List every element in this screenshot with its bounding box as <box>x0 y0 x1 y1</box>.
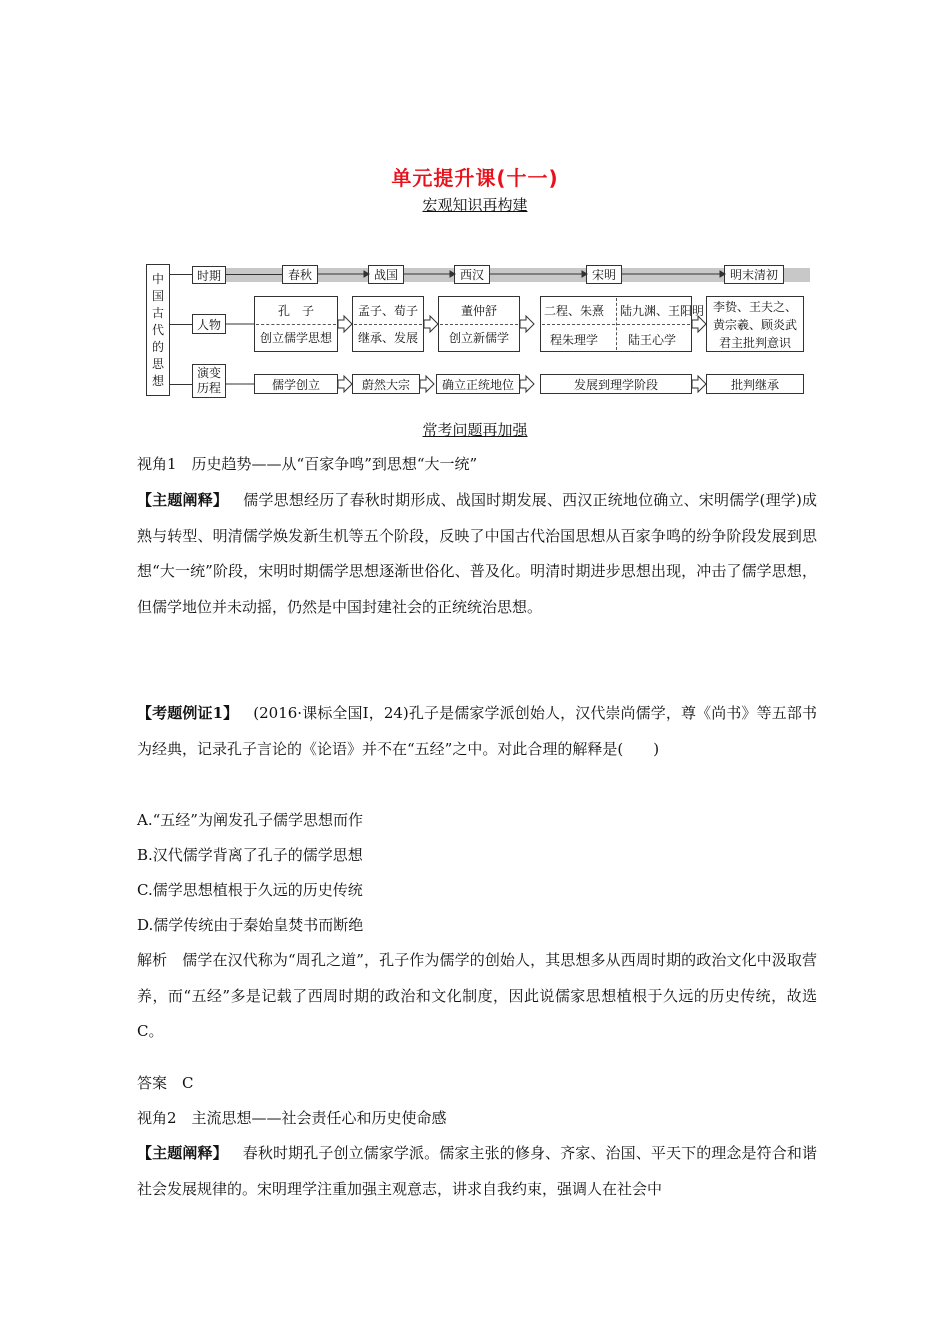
stage-founding: 儒学创立 <box>254 374 338 394</box>
row-label-period: 时期 <box>192 266 226 284</box>
people-chunqiu: 孔 子 创立儒学思想 <box>254 296 338 352</box>
option-d: D.儒学传统由于秦始皇焚书而断绝 <box>137 916 364 934</box>
songming-top-left: 二程、朱熹 <box>544 304 605 318</box>
period-zhanguo: 战国 <box>368 265 404 284</box>
period-songming: 宋明 <box>586 265 622 284</box>
answer: 答案 C <box>137 1074 194 1092</box>
example-1: 【考题例证1】 (2016·课标全国Ⅰ，24)孔子是儒家学派创始人，汉代崇尚儒学，尊《尚书》等五部书为经典，记录孔子言论的《论语》并不在“五经”之中。对此合理的解释是( ) <box>137 704 817 758</box>
stage-orthodox: 确立正统地位 <box>436 374 520 394</box>
period-xihan: 西汉 <box>454 265 490 284</box>
section-heading-questions: 常考问题再加强 <box>422 421 528 439</box>
view2-theme: 【主题阐释】 春秋时期孔子创立儒家学派。儒家主张的修身、齐家、治国、平天下的理念是符合和谐社会发展规律的。宋明理学注重加强主观意志，讲求自我约束，强调人在社会中 <box>137 1144 817 1198</box>
people-xihan: 董仲舒 创立新儒学 <box>438 296 520 352</box>
section-heading-knowledge: 宏观知识再构建 <box>422 196 528 214</box>
option-c: C.儒学思想植根于久远的历史传统 <box>137 881 363 899</box>
option-b: B.汉代儒学背离了孔子的儒学思想 <box>137 846 363 864</box>
view1-heading: 视角1 历史趋势——从“百家争鸣”到思想“大一统” <box>137 455 478 473</box>
songming-top-right: 陆九渊、王阳明 <box>620 304 705 318</box>
thought-evolution-diagram <box>146 262 812 400</box>
people-zhanguo: 孟子、荀子 继承、发展 <box>352 296 424 352</box>
stage-lixue: 发展到理学阶段 <box>540 374 692 394</box>
stage-critical: 批判继承 <box>706 374 804 394</box>
view2-theme-label: 【主题阐释】 <box>137 1144 228 1162</box>
analysis: 解析 儒学在汉代称为“周孔之道”，孔子作为儒学的创始人，其思想多从西周时期的政治文化中汲取营养，而“五经”多是记载了西周时期的政治和文化制度，因此说儒家思想植根于久远的历史传统，故选C。 <box>137 951 817 1040</box>
view1-theme: 【主题阐释】 儒学思想经历了春秋时期形成、战国时期发展、西汉正统地位确立、宋明儒学(理学)成熟与转型、明清儒学焕发新生机等五个阶段，反映了中国古代治国思想从百家争鸣的纷争阶段发展到思想“大一统”阶段，宋明时期儒学思想逐渐世俗化、普及化。明清时期进步思想出现，冲击了儒学思想，但儒学地位并未动摇，仍然是中国封建社会的正统统治思想。 <box>137 491 817 616</box>
row-label-evolution: 演变 历程 <box>192 364 226 398</box>
people-mingmo: 李贽、王夫之、 黄宗羲、顾炎武 君主批判意识 <box>706 296 804 352</box>
row-label-people: 人物 <box>192 314 226 334</box>
view2-heading: 视角2 主流思想——社会责任心和历史使命感 <box>137 1109 447 1127</box>
diagram-root-box: 中 国 古 代 的 思 想 <box>146 264 170 396</box>
stage-flourishing: 蔚然大宗 <box>352 374 420 394</box>
example-label: 【考题例证1】 <box>137 704 239 722</box>
option-a: A.“五经”为阐发孔子儒学思想而作 <box>137 811 363 829</box>
period-chunqiu: 春秋 <box>282 265 318 284</box>
period-mingmo-qingchu: 明末清初 <box>724 265 784 284</box>
songming-bottom-left: 程朱理学 <box>550 333 599 347</box>
page-title: 单元提升课(十一) <box>391 166 559 190</box>
view1-theme-label: 【主题阐释】 <box>137 491 229 509</box>
songming-bottom-right: 陆王心学 <box>628 333 677 347</box>
